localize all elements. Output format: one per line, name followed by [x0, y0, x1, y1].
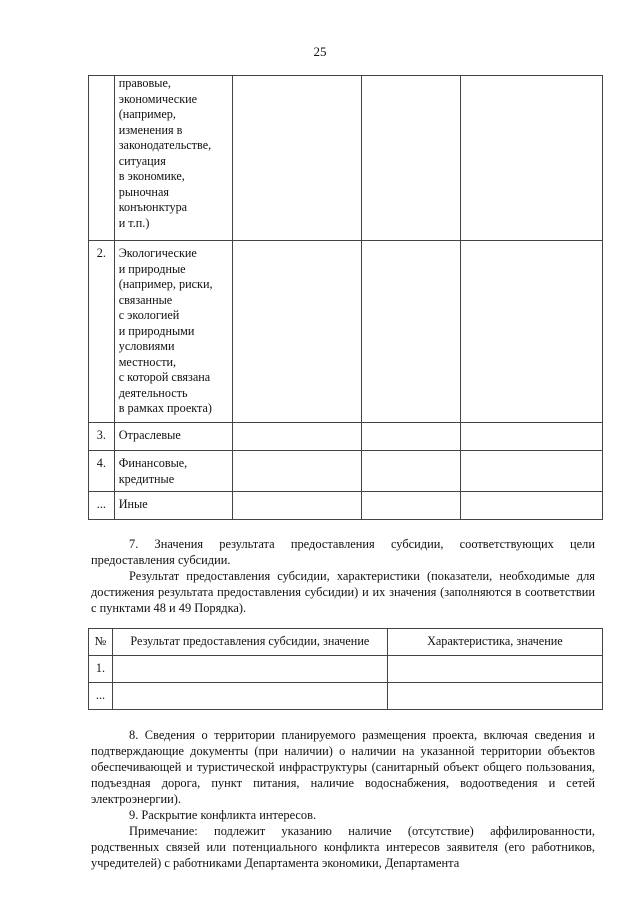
- row-number: ...: [89, 492, 115, 520]
- table-cell: [461, 241, 603, 423]
- table-cell: [233, 76, 362, 241]
- table-row: [89, 656, 603, 683]
- table-cell: [362, 492, 461, 520]
- table-cell: [387, 656, 602, 683]
- table-row: [89, 423, 603, 451]
- table-cell: [387, 683, 602, 710]
- table-cell: [461, 423, 603, 451]
- table-cell: [461, 492, 603, 520]
- section-8-9: [91, 727, 595, 871]
- table-cell: [362, 423, 461, 451]
- table-cell: [112, 683, 387, 710]
- table-cell: [362, 241, 461, 423]
- row-number: 4.: [89, 451, 115, 492]
- table-cell: [233, 241, 362, 423]
- table-row: [89, 451, 603, 492]
- row-number: [89, 76, 115, 241]
- section-7-heading: 7. Значения результата предоставления субсидии, соответствующих цели предоставления субсидии.: [91, 537, 595, 567]
- section-9-note: Примечание: подлежит указанию наличие (отсутствие) аффилированности, родственных связей или потенциального конфликта интересов заявителя (его работников, учредителей) с работниками Департамента экономики, Департамента: [91, 824, 595, 870]
- section-7: [91, 536, 595, 616]
- section-9-heading: 9. Раскрытие конфликта интересов.: [129, 808, 317, 822]
- table-cell: [112, 656, 387, 683]
- row-number: 1.: [89, 656, 113, 683]
- row-number: 3.: [89, 423, 115, 451]
- table-cell: [461, 76, 603, 241]
- row-number: ...: [89, 683, 113, 710]
- page-number: 25: [313, 44, 327, 59]
- header-result: Результат предоставления субсидии, значение: [112, 629, 387, 656]
- result-table: [88, 628, 603, 710]
- table-row: [89, 76, 603, 241]
- header-number: №: [89, 629, 113, 656]
- table-cell: [362, 451, 461, 492]
- table-cell: [233, 423, 362, 451]
- risk-name: Отраслевые: [114, 423, 233, 451]
- row-number: 2.: [89, 241, 115, 423]
- table-row: [89, 492, 603, 520]
- table-row: [89, 683, 603, 710]
- section-8-text: 8. Сведения о территории планируемого размещения проекта, включая сведения и подтверждающие документы (при наличии) о наличии на указанной территории объектов обеспечивающей и туристической инфраструктуры (санитарный объект общего пользования, подъездная дорога, пункт питания, наличие водоснабжения, водоотведения и сетей электроэнергии).: [91, 728, 595, 806]
- table-cell: [461, 451, 603, 492]
- risk-name: Экологические и природные (например, риски, связанные с экологией и природными условиями местности, с которой связана деятельность в рамках проекта): [114, 241, 233, 423]
- risk-table: [88, 75, 603, 520]
- risk-name: правовые, экономические (например, изменения в законодательстве, ситуация в экономике, рыночная конъюнктура и т.п.): [114, 76, 233, 241]
- table-cell: [233, 451, 362, 492]
- table-header-row: [89, 629, 603, 656]
- risk-name: Финансовые, кредитные: [114, 451, 233, 492]
- table-cell: [362, 76, 461, 241]
- table-row: [89, 241, 603, 423]
- risk-name: Иные: [114, 492, 233, 520]
- header-characteristic: Характеристика, значение: [387, 629, 602, 656]
- section-7-text: Результат предоставления субсидии, характеристики (показатели, необходимые для достижения результата предоставления субсидии) и их значения (заполняются в соответствии с пунктами 48 и 49 Порядка).: [91, 569, 595, 615]
- table-cell: [233, 492, 362, 520]
